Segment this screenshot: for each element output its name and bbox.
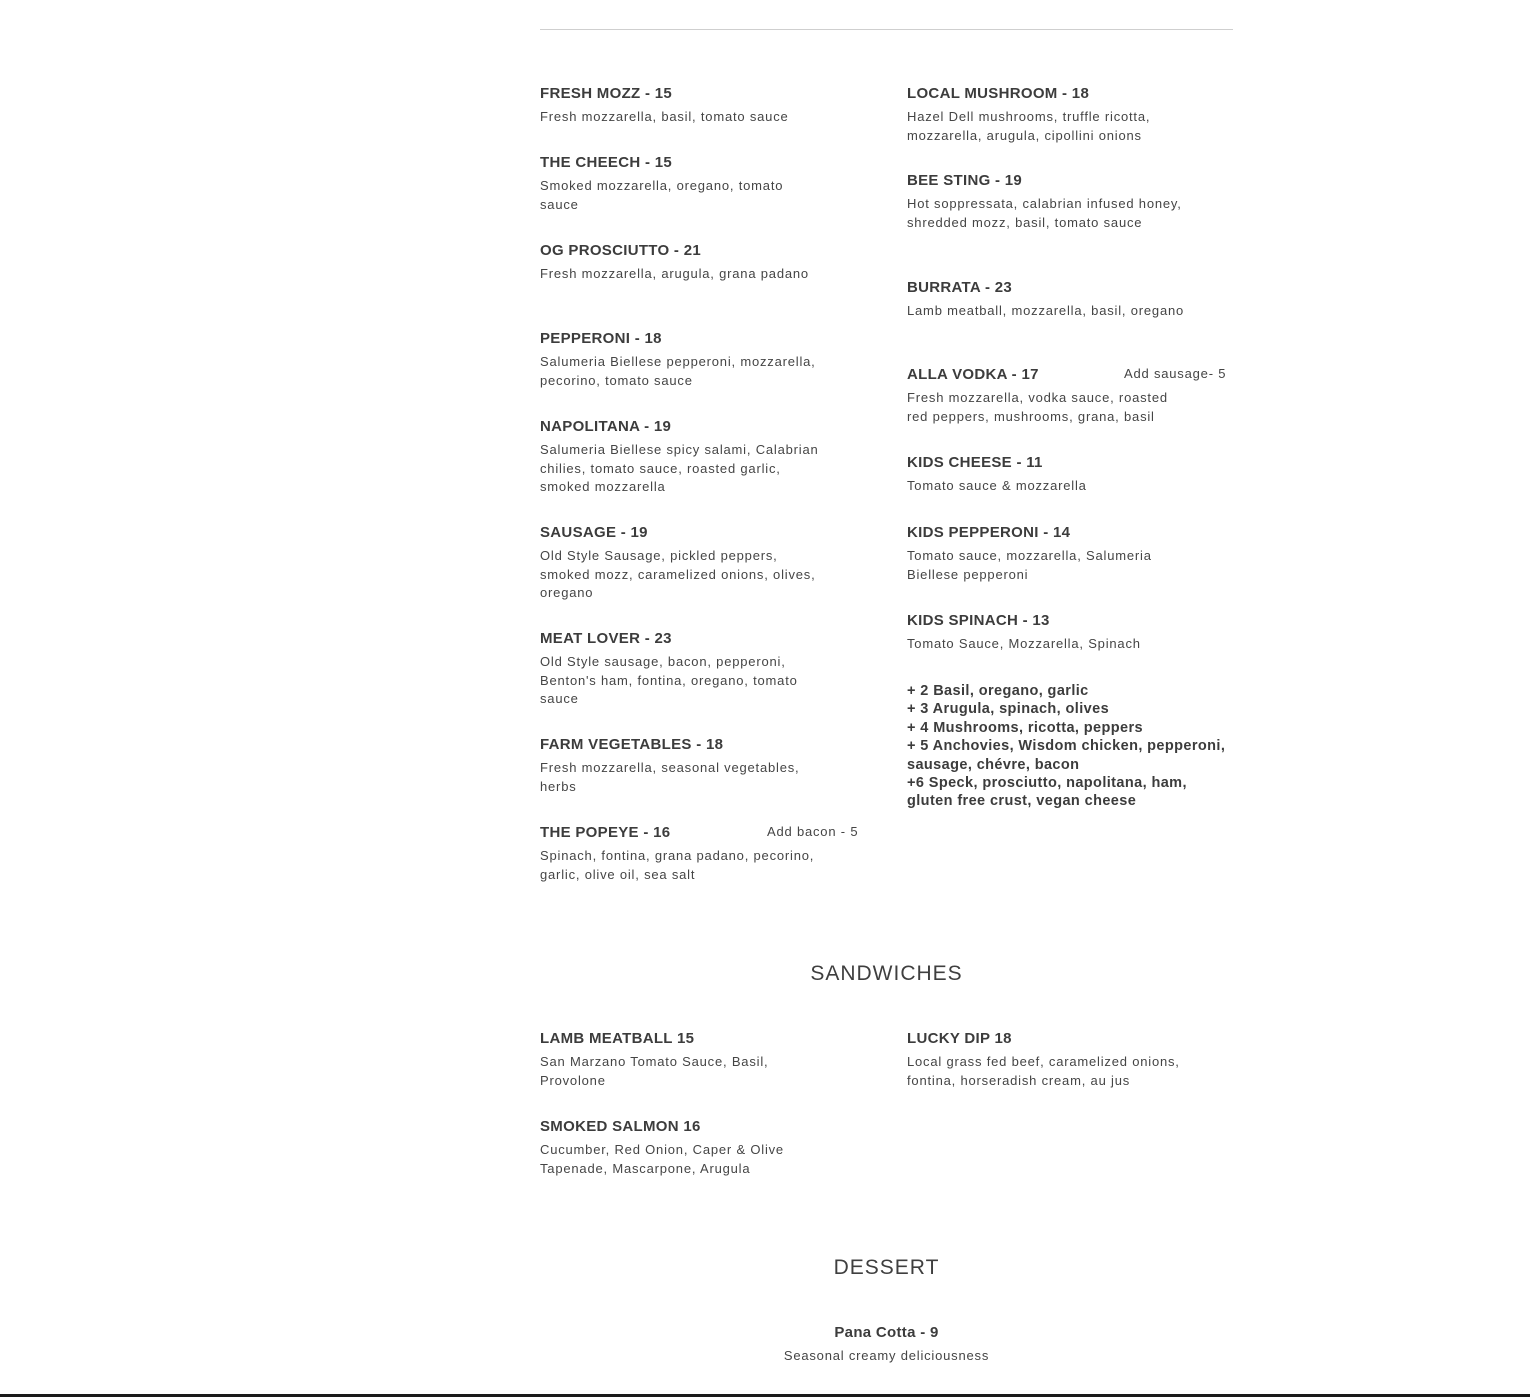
item-title: FRESH MOZZ - 15	[540, 85, 673, 102]
item-title: MEAT LOVER - 23	[540, 630, 672, 647]
item-description: Hot soppressata, calabrian infused honey, shredded mozz, basil, tomato sauce	[907, 196, 1182, 230]
item-description: Fresh mozzarella, basil, tomato sauce	[540, 109, 789, 124]
menu-item	[540, 524, 825, 603]
extra-line: + 4 Mushrooms, ricotta, peppers	[907, 719, 1143, 736]
item-title: BURRATA - 23	[907, 279, 1012, 296]
menu-item	[540, 418, 825, 497]
item-description: Cucumber, Red Onion, Caper & Olive Tapenade, Mascarpone, Arugula	[540, 1142, 784, 1176]
item-title: PEPPERONI - 18	[540, 330, 662, 347]
item-description: Lamb meatball, mozzarella, basil, oregano	[907, 303, 1185, 318]
item-title: LUCKY DIP 18	[907, 1030, 1012, 1047]
item-description: Fresh mozzarella, vodka sauce, roasted red peppers, mushrooms, grana, basil	[907, 390, 1168, 424]
extra-line: + 3 Arugula, spinach, olives	[907, 701, 1110, 718]
item-title: THE CHEECH - 15	[540, 154, 673, 171]
item-description: Old Style sausage, bacon, pepperoni, Benton's ham, fontina, oregano, tomato sauce	[540, 654, 798, 706]
item-title: NAPOLITANA - 19	[540, 418, 672, 435]
item-title: Pana Cotta - 9	[834, 1324, 939, 1341]
item-description: Tomato Sauce, Mozzarella, Spinach	[907, 636, 1141, 651]
item-title: KIDS CHEESE - 11	[907, 454, 1043, 471]
item-title: LOCAL MUSHROOM - 18	[907, 85, 1090, 102]
extra-line: + 2 Basil, oregano, garlic	[907, 683, 1089, 699]
item-title: SMOKED SALMON 16	[540, 1118, 701, 1135]
item-title: KIDS PEPPERONI - 14	[907, 524, 1071, 541]
toppings-extras	[907, 682, 1227, 811]
menu-item	[907, 612, 1187, 654]
menu-item	[540, 1118, 825, 1178]
item-description: Hazel Dell mushrooms, truffle ricotta, mozzarella, arugula, cipollini onions	[907, 109, 1151, 143]
item-description: San Marzano Tomato Sauce, Basil, Provolone	[540, 1054, 769, 1088]
item-description: Smoked mozzarella, oregano, tomato sauce	[540, 178, 784, 212]
item-title: KIDS SPINACH - 13	[907, 612, 1050, 629]
menu-item	[907, 454, 1187, 496]
section-title-sandwiches: SANDWICHES	[810, 962, 963, 985]
menu-item	[540, 736, 825, 796]
menu-item	[540, 630, 825, 709]
extra-line: + 5 Anchovies, Wisdom chicken, pepperoni, sausage, chévre, bacon	[907, 738, 1226, 773]
item-description: Fresh mozzarella, arugula, grana padano	[540, 266, 809, 281]
menu-item	[540, 1324, 1233, 1366]
item-description: Seasonal creamy deliciousness	[783, 1348, 990, 1363]
top-divider	[540, 29, 1233, 30]
item-title: OG PROSCIUTTO - 21	[540, 242, 701, 259]
menu-item	[540, 330, 825, 390]
item-title: ALLA VODKA - 17	[907, 366, 1039, 383]
menu-item	[907, 85, 1187, 145]
menu-item	[540, 1030, 825, 1090]
addon-bacon: Add bacon - 5	[767, 824, 859, 839]
menu-item	[907, 1030, 1187, 1090]
item-description: Old Style Sausage, pickled peppers, smoked mozz, caramelized onions, olives, oregano	[540, 548, 816, 600]
item-title: THE POPEYE - 16	[540, 824, 671, 841]
menu-item	[907, 524, 1187, 584]
menu-item	[907, 279, 1187, 321]
item-title: BEE STING - 19	[907, 172, 1023, 189]
item-title: SAUSAGE - 19	[540, 524, 648, 541]
item-description: Tomato sauce, mozzarella, Salumeria Biellese pepperoni	[907, 548, 1152, 582]
item-description: Fresh mozzarella, seasonal vegetables, herbs	[540, 760, 800, 794]
item-description: Salumeria Biellese pepperoni, mozzarella, pecorino, tomato sauce	[540, 354, 816, 388]
item-description: Local grass fed beef, caramelized onions, fontina, horseradish cream, au jus	[907, 1054, 1180, 1088]
menu-item	[907, 172, 1187, 232]
menu-item	[540, 242, 825, 284]
section-title-dessert: DESSERT	[833, 1256, 940, 1279]
addon-sausage: Add sausage- 5	[1124, 366, 1227, 381]
item-title: LAMB MEATBALL 15	[540, 1030, 695, 1047]
extra-line: +6 Speck, prosciutto, napolitana, ham, gluten free crust, vegan cheese	[907, 775, 1187, 810]
item-description: Salumeria Biellese spicy salami, Calabrian chilies, tomato sauce, roasted garlic, smoked mozzarella	[540, 442, 819, 494]
menu-item	[540, 85, 825, 127]
item-description: Spinach, fontina, grana padano, pecorino, garlic, olive oil, sea salt	[540, 848, 815, 882]
menu-item	[540, 154, 825, 214]
item-description: Tomato sauce & mozzarella	[907, 478, 1087, 493]
item-title: FARM VEGETABLES - 18	[540, 736, 724, 753]
